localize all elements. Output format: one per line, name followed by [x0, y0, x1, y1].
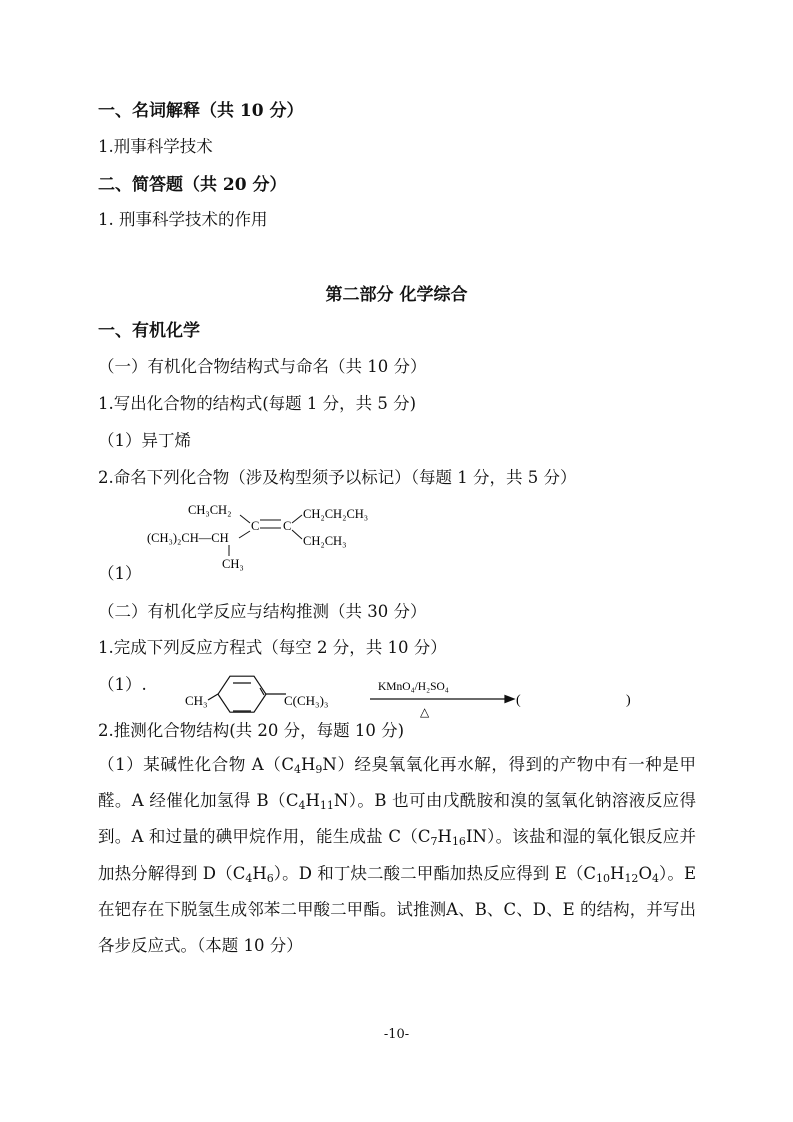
section2-heading: 二、简答题（共 20 分） [98, 175, 287, 195]
organic-heading: 一、有机化学 [98, 321, 200, 341]
reaction-tert-butyl-group: C(CH₃)₃ [284, 693, 329, 708]
structure-carbon-2: C [283, 519, 292, 533]
reaction-arrow-icon [370, 696, 514, 703]
sub1-heading: （一）有机化合物结构式与命名（共 10 分） [98, 357, 427, 376]
structure-top-right-group: CH₂CH₂CH₃ [303, 507, 369, 521]
sub2-question-2-1-paragraph: （1）某碱性化合物 $A(C_4H_9N)$经臭氧氧化再水解，得到的产物中有一种是甲醛。A 经催化加氢得 $B(C_4H_{11}N)$。B 也可由戊酰胺和溴的氢氧化钠溶液反应得到。A 和过量的碘甲烷作用，能生成盐 $C(C_7H_{16}IN)$。该盐和湿的氧化银反应并加热分解得到 $D(C_4H_6)$。D 和丁炔二酸二甲酯加热反应得到 $E(C_{10}H_{12}O_4)$。E 在钯存在下脱氢生成邻苯二甲酸二甲酯。试推测A、B、C、D、E 的结构，并写出各步反应式。（本题 10 分） [98, 755, 697, 956]
structure-bottom-right-group: CH₂CH₃ [303, 534, 347, 548]
sub1-question-1: 1.写出化合物的结构式(每题 1 分，共 5 分) [98, 394, 417, 413]
sub2-heading: （二）有机化学反应与结构推测（共 30 分） [98, 602, 427, 621]
section2-item-1: 1. 刑事科学技术的作用 [98, 210, 268, 229]
section1-heading: 一、名词解释（共 10 分） [98, 101, 304, 121]
sub2-question-1: 1.完成下列反应方程式（每空 2 分，共 10 分） [98, 638, 447, 657]
reaction-condition: △ [420, 705, 430, 719]
section1-item-1: 1.刑事科学技术 [98, 137, 213, 156]
benzene-ring-icon [208, 676, 286, 712]
sub1-question-2-1-label: （1） [98, 564, 142, 583]
page-number: -10- [383, 1027, 410, 1042]
sub2-question-1-1-label: （1）. [98, 675, 147, 694]
sub1-question-1-1: （1）异丁烯 [98, 431, 191, 450]
structure-formula [140, 497, 400, 577]
reaction-methyl-group: CH₃ [185, 693, 208, 708]
reaction-reagent: KMnO₄/H₂SO₄ [378, 681, 449, 693]
reaction-close-paren: ) [626, 693, 631, 708]
reaction-open-paren: ( [516, 693, 521, 708]
part2-title: 第二部分 化学综合 [325, 285, 468, 305]
sub2-question-2: 2.推测化合物结构(共 20 分，每题 10 分) [98, 721, 405, 740]
structure-left-group: (CH₃)₂CH—CH [147, 531, 229, 545]
structure-methyl-group: CH₃ [222, 557, 244, 571]
reaction-equation [180, 672, 650, 722]
structure-top-left-group: CH₃CH₂ [188, 503, 232, 517]
structure-carbon-1: C [251, 519, 260, 533]
sub1-question-2: 2.命名下列化合物（涉及构型须予以标记）（每题 1 分，共 5 分） [98, 468, 577, 487]
